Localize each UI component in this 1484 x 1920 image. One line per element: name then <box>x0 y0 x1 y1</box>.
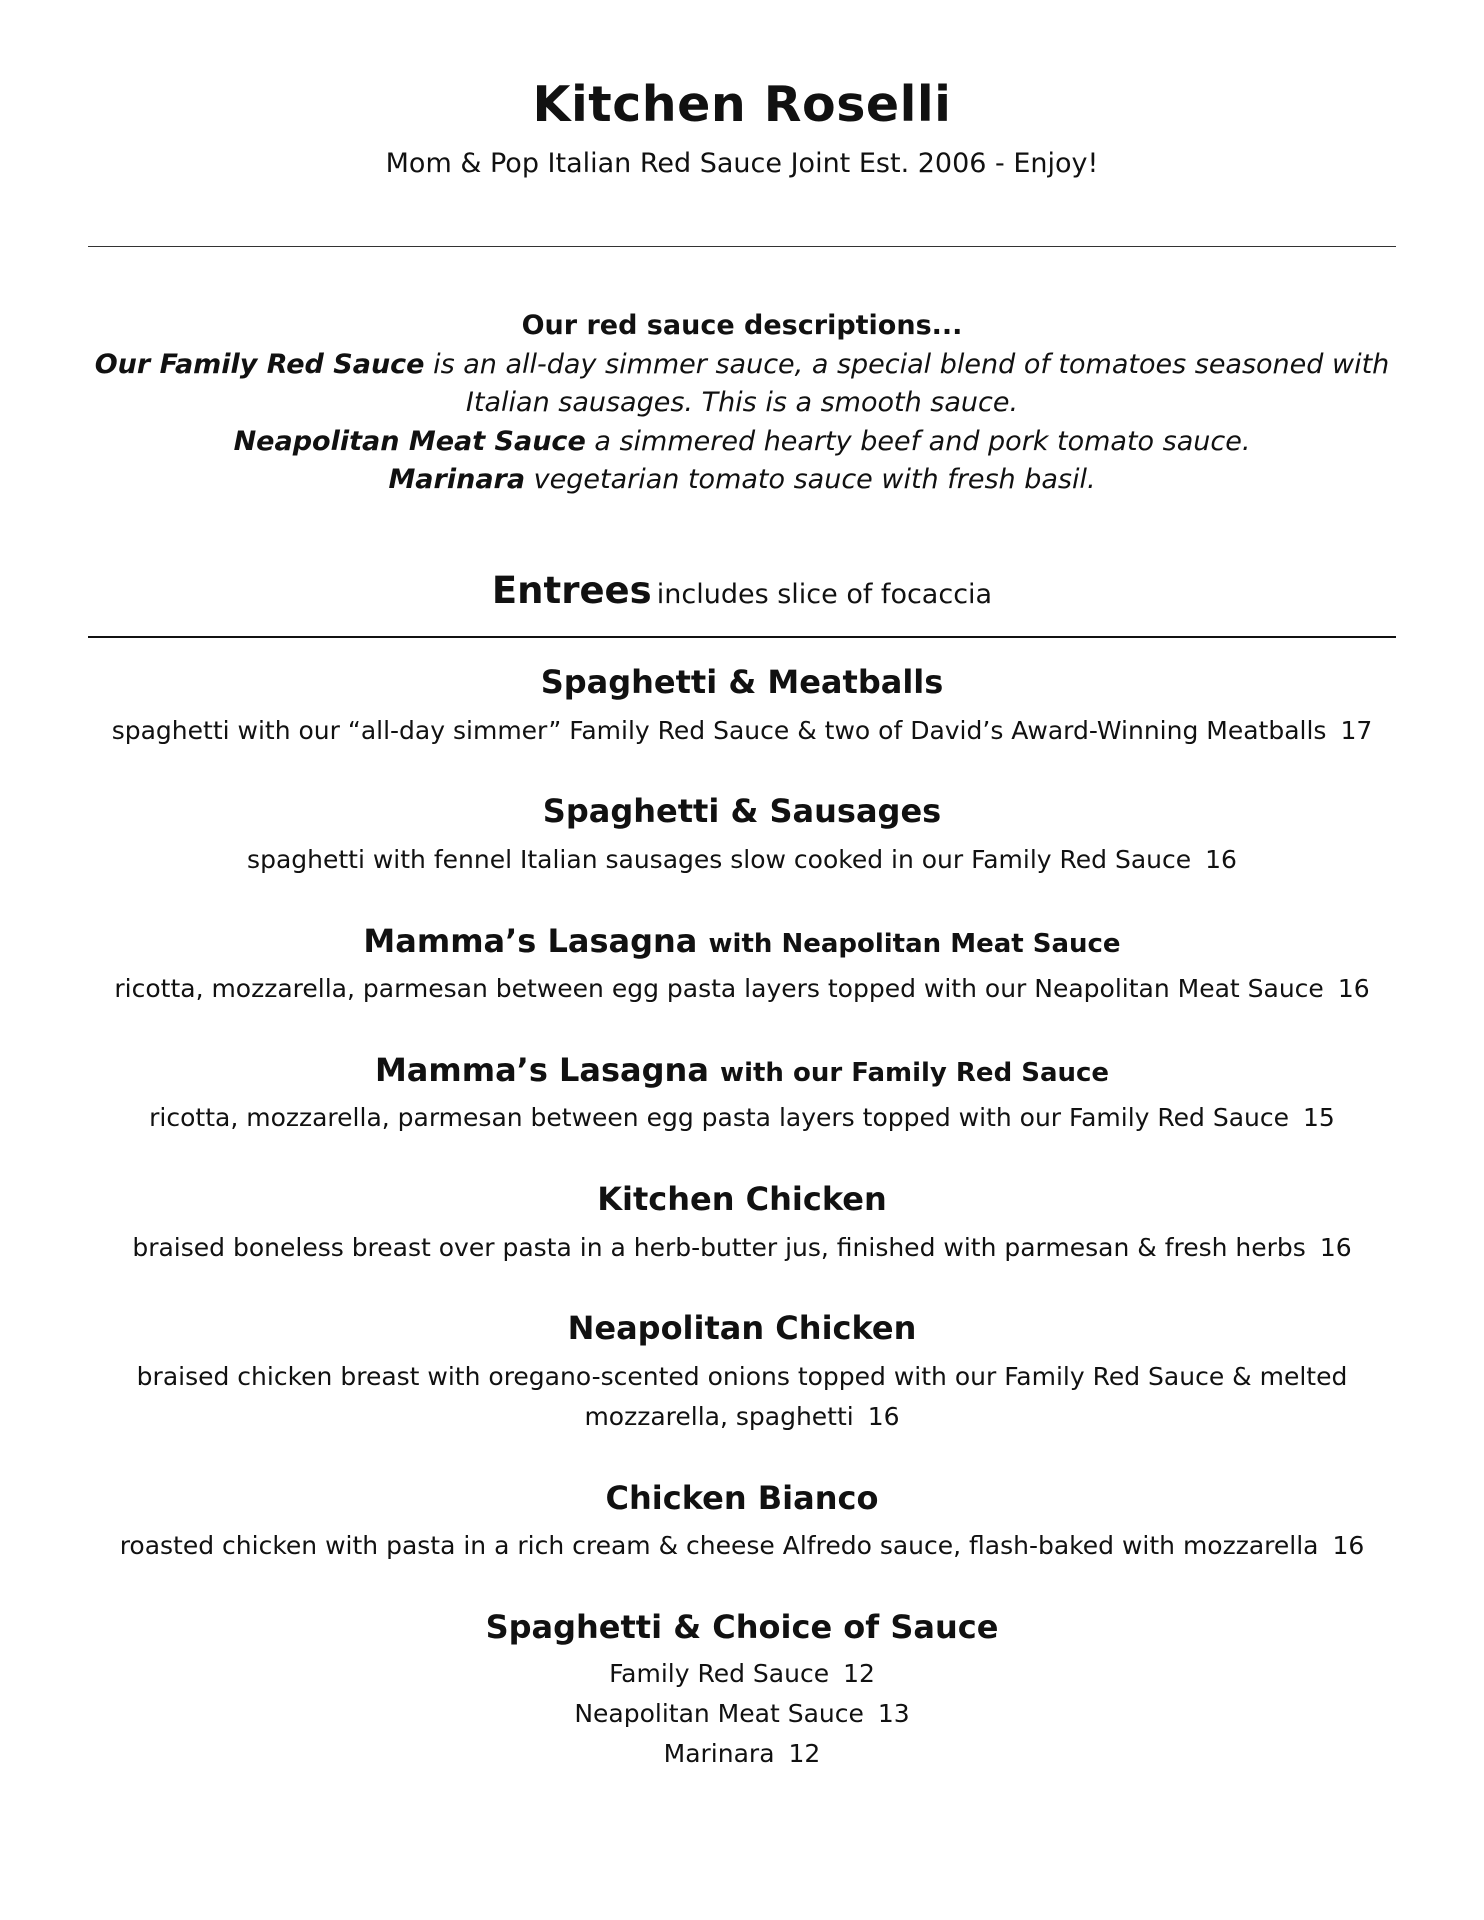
menu-item-price: 17 <box>1340 716 1373 745</box>
menu-item-qualifier: with our Family Red Sauce <box>720 1058 1110 1088</box>
menu-item-desc-line-2 <box>0 1397 1484 1437</box>
menu-item-qualifier: with Neapolitan Meat Sauce <box>708 929 1121 959</box>
sauce-choice-item <box>0 1734 1484 1774</box>
sauce-heading: Our red sauce descriptions... <box>521 310 963 341</box>
menu-item-desc <box>0 969 1484 1009</box>
sauce-choice-label: Family Red Sauce <box>609 1659 830 1688</box>
menu-item-price: 16 <box>1205 845 1237 874</box>
sauce-choice-item <box>0 1654 1484 1694</box>
sauce-choice-label: Neapolitan Meat Sauce <box>574 1699 864 1728</box>
restaurant-subtitle: Mom & Pop Italian Red Sauce Joint Est. 2006 - Enjoy! <box>385 148 1099 179</box>
entrees-heading <box>0 566 1484 623</box>
menu-item-name: Chicken Bianco <box>605 1479 879 1517</box>
menu-item-desc <box>0 711 1484 751</box>
menu-item-desc <box>0 1357 1484 1437</box>
neapolitan-sauce-desc: a simmered hearty beef and pork tomato sauce. <box>585 425 1251 457</box>
family-sauce-desc-1: is an all-day simmer sauce, a special blend of tomatoes seasoned with <box>424 348 1390 380</box>
menu-item-desc-text: mozzarella, spaghetti <box>584 1402 854 1431</box>
sauce-choice-price: 12 <box>788 1739 821 1768</box>
menu-item-desc-text: ricotta, mozzarella, parmesan between egg pasta layers topped with our Neapolitan Meat Sauce <box>114 974 1324 1003</box>
menu-item-name-row <box>0 1051 1484 1089</box>
menu-item-desc-text: roasted chicken with pasta in a rich cream & cheese Alfredo sauce, flash-baked with mozzarella <box>119 1531 1319 1560</box>
menu-item-price: 16 <box>1337 974 1370 1003</box>
menu-item-desc <box>0 1098 1484 1138</box>
menu-item-name: Mamma’s Lasagna <box>363 922 698 960</box>
menu-item-desc <box>0 1526 1484 1566</box>
menu-item-name: Spaghetti & Meatballs <box>540 663 944 701</box>
sauce-descriptions <box>0 307 1484 500</box>
menu-item-desc <box>0 840 1484 880</box>
family-sauce-name: Our Family Red Sauce <box>94 348 425 380</box>
top-divider <box>88 246 1396 247</box>
menu-item-price: 16 <box>1332 1531 1365 1560</box>
entrees-divider <box>88 636 1396 638</box>
marinara-sauce-name: Marinara <box>388 464 526 495</box>
menu-item-price: 15 <box>1303 1103 1335 1132</box>
menu-item-price: 16 <box>1319 1233 1352 1262</box>
menu-item-desc-text: spaghetti with fennel Italian sausages slow cooked in our Family Red Sauce <box>247 845 1192 874</box>
menu-item-name: Neapolitan Chicken <box>567 1309 917 1347</box>
sauce-choice-price: 12 <box>843 1659 875 1688</box>
entrees-title: Entrees <box>491 569 652 612</box>
menu-item-desc <box>0 1228 1484 1268</box>
menu-item-desc-text: spaghetti with our “all-day simmer” Family Red Sauce & two of David’s Award-Winning Meatballs <box>111 716 1327 745</box>
sauce-choice-label: Marinara <box>663 1739 775 1768</box>
sauce-choice-list <box>0 1654 1484 1774</box>
menu-item-name-row <box>0 922 1484 960</box>
sauce-choice-price: 13 <box>877 1699 910 1728</box>
menu-item-name: Spaghetti & Sausages <box>542 792 942 830</box>
family-sauce-line-1 <box>0 346 1484 385</box>
marinara-sauce-desc: vegetarian tomato sauce with fresh basil. <box>525 464 1096 495</box>
marinara-sauce-line <box>0 461 1484 500</box>
menu-item-desc-text: ricotta, mozzarella, parmesan between egg pasta layers topped with our Family Red Sauce <box>149 1103 1290 1132</box>
menu-item-desc-text: braised boneless breast over pasta in a herb-butter jus, finished with parmesan & fresh herbs <box>132 1233 1306 1262</box>
menu-item-name: Spaghetti & Choice of Sauce <box>485 1608 999 1646</box>
menu-item-name: Kitchen Chicken <box>597 1180 887 1218</box>
neapolitan-sauce-line <box>0 423 1484 462</box>
menu-item-price: 16 <box>867 1402 900 1431</box>
neapolitan-sauce-name: Neapolitan Meat Sauce <box>233 425 586 457</box>
menu-item-desc-line-1: braised chicken breast with oregano-scented onions topped with our Family Red Sauce & melted <box>136 1362 1348 1391</box>
menu-item-name: Mamma’s Lasagna <box>374 1051 709 1089</box>
family-sauce-line-2: Italian sausages. This is a smooth sauce. <box>465 387 1019 418</box>
sauce-choice-item <box>0 1694 1484 1734</box>
restaurant-title: Kitchen Roselli <box>532 76 952 133</box>
entrees-note: includes slice of focaccia <box>656 579 993 610</box>
